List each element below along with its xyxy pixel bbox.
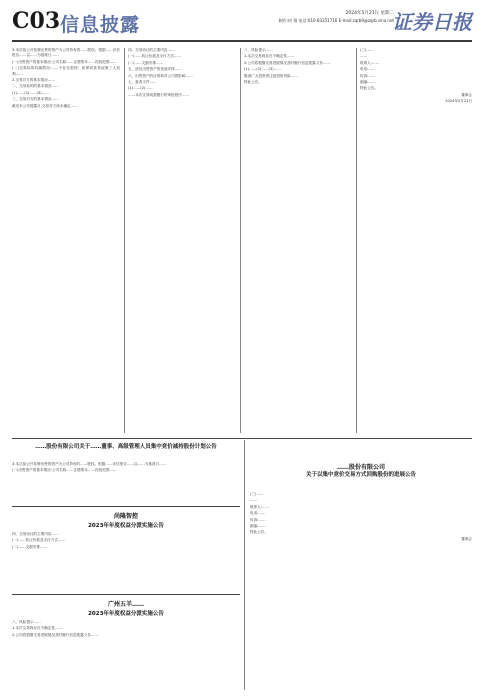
paragraph: 1.本次交易尚存在不确定性…… — [12, 626, 63, 631]
paragraph: 五、涉及出售资产的其他安排…… — [128, 67, 182, 72]
paragraph: 邮编:…… — [250, 524, 266, 529]
signature: 董事会 — [461, 92, 472, 97]
paragraph: 七、备查文件…… — [128, 80, 157, 85]
paragraph: 3.本次拟公开挂牌出售的资产为公司持有的……股权。根据……评估报告……以……为基准日…… — [12, 462, 167, 466]
section-separator — [12, 438, 472, 439]
notice-company: ……股份有限公司 — [336, 464, 385, 471]
signature: 董事会 — [461, 536, 472, 541]
paragraph: (一)出售资产的基本情况:公司名称……注册资本……经营范围…… — [12, 59, 117, 64]
notice-company: 尚隆智控 — [113, 513, 138, 520]
paragraph: 3.本次拟公开挂牌出售的资产为公司持有的……股权。根据……评估报告……以……为基准日…… — [12, 48, 120, 58]
paragraph: 电话:…… — [360, 67, 376, 72]
paragraph: 联系人:…… — [360, 60, 380, 65]
paragraph: 2.公司将根据交易进展情况及时履行信息披露义务…… — [12, 632, 99, 637]
paragraph: 特此公告。 — [244, 80, 262, 85]
paragraph: 联系人:…… — [250, 504, 270, 509]
notice-separator — [12, 506, 240, 507]
paragraph: (1)……(2)……(3)…… — [12, 90, 49, 95]
notice-title: 2023年年度权益分派实施公告 — [88, 611, 164, 617]
paragraph: (1)……(2)…… — [128, 86, 153, 91]
section-number: C03 — [12, 8, 61, 34]
paragraph: 四、交易协议的主要内容…… — [128, 48, 175, 52]
article-column-3 — [244, 48, 352, 433]
notice-title: ……股份有限公司关于……董事、高级管理人员集中竞价减持股份计划公告 — [35, 444, 217, 450]
paragraph: (一)出售资产的基本情况:公司名称……注册资本……经营范围…… — [12, 468, 117, 473]
notice-body — [12, 620, 240, 690]
issue-date: 2024年5月21日 星期二 — [345, 11, 394, 16]
article-column-4 — [360, 48, 472, 433]
column-divider — [124, 48, 125, 433]
paragraph: …… — [360, 54, 368, 59]
paragraph: 二、交易标的的基本情况…… — [12, 84, 59, 89]
paragraph: 2.交易对方的基本情况…… — [12, 78, 55, 83]
signature-date: 2024年5月21日 — [445, 99, 472, 104]
notice-title: 2023年年度权益分派实施公告 — [88, 523, 164, 529]
header-rule — [12, 40, 472, 42]
paragraph: (一)……转让价款及支付方式…… — [128, 54, 182, 59]
paragraph: 1.本次交易尚存在不确定性…… — [244, 54, 295, 59]
notice-separator — [12, 594, 240, 595]
paragraph: 电话:…… — [250, 511, 266, 516]
paragraph: 特此公告。 — [360, 86, 378, 91]
editor-contacts: 制作:何 翔 电话:010-83251716 E-mail:zqrb9@zqrb.sina.net — [278, 18, 394, 23]
column-divider — [240, 48, 241, 433]
article-column-1 — [12, 48, 120, 433]
paragraph: ……本次交易尚需履行的审批程序…… — [128, 92, 190, 97]
notice-body — [12, 532, 240, 590]
paragraph: 传真:…… — [250, 517, 266, 522]
paragraph: 特此公告。 — [250, 530, 268, 535]
section-name: 信息披露 — [60, 14, 141, 36]
paragraph: (三)…… — [250, 492, 264, 496]
paragraph: (二)……交割安排…… — [128, 60, 164, 65]
paragraph: 八、风险提示…… — [244, 48, 273, 52]
paragraph: 六、出售资产的目的和对公司的影响…… — [128, 73, 193, 78]
paragraph: 传真:…… — [360, 73, 376, 78]
notice-body — [12, 462, 240, 502]
article-column-2 — [128, 48, 236, 433]
paragraph: (三)…… — [360, 48, 374, 52]
paragraph: …… — [250, 498, 258, 503]
newspaper-logo: 证券日报 — [392, 10, 472, 34]
paragraph: (二)……交割安排…… — [12, 544, 48, 549]
paragraph: (二)交易标的权属情况:……不存在抵押、质押或者其他第三人权利…… — [12, 66, 120, 76]
notice-company: 广州五羊…… — [107, 601, 144, 608]
notice-title: 关于以集中竞价交易方式回购股份的进展公告 — [305, 472, 416, 478]
page-header — [0, 0, 484, 46]
paragraph: 截至本公告披露日,交易对方尚未确定…… — [12, 103, 78, 108]
column-divider — [356, 48, 357, 433]
notice-body — [250, 492, 472, 688]
paragraph: (1)……(2)……(3)…… — [244, 67, 281, 72]
paragraph: 四、交易协议的主要内容…… — [12, 532, 59, 536]
column-divider — [244, 440, 245, 690]
paragraph: 敬请广大投资者注意投资风险…… — [244, 73, 298, 78]
paragraph: (一)……转让价款及支付方式…… — [12, 538, 66, 543]
paragraph: 邮编:…… — [360, 80, 376, 85]
paragraph: 三、交易对方的基本情况…… — [12, 97, 59, 102]
paragraph: 2.公司将根据交易进展情况及时履行信息披露义务…… — [244, 60, 331, 65]
paragraph: 八、风险提示…… — [12, 620, 41, 624]
